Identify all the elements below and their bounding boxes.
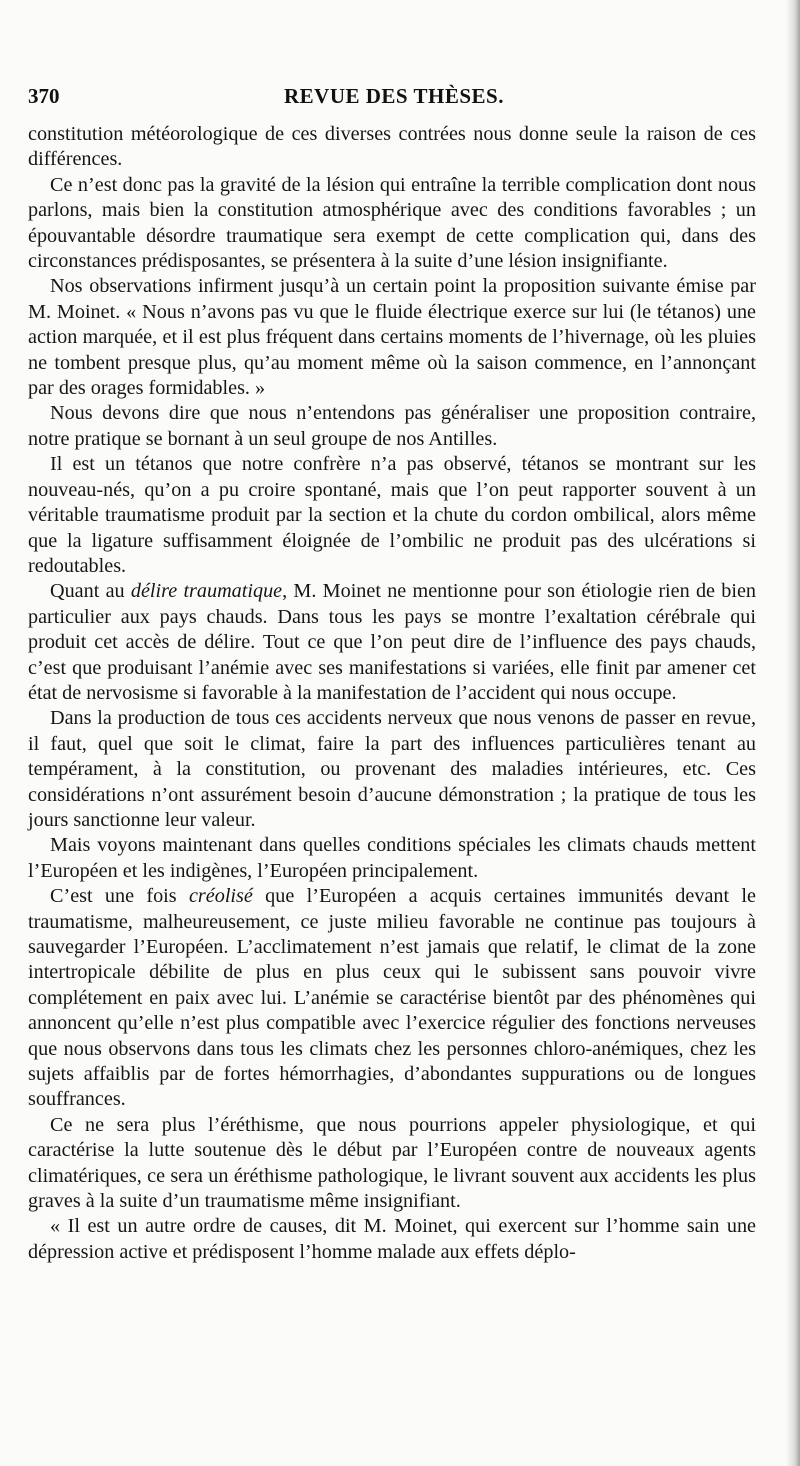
paragraph-text: Nos observations infirment jusqu’à un certain point la proposition suivante émise par M. Moinet. « Nous n’avons pas vu que le fluide électrique exerce sur lui (le tétanos) une action marquée, et il est plus fréquent dans certains moments de l’hivernage, où les pluies ne tombent presque plus, qu’au moment même où la saison commence, en l’annonçant par des orages formidables. »: [28, 275, 756, 400]
paragraph: [28, 122, 756, 173]
paragraph: [28, 401, 756, 452]
paragraph: [28, 579, 756, 706]
running-title: REVUE DES THÈSES.: [284, 84, 504, 108]
paragraph-text: constitution météorologique de ces diverses contrées nous donne seule la raison de ces différences.: [28, 123, 756, 171]
body-text: [28, 122, 756, 1265]
paragraph-text: « Il est un autre ordre de causes, dit M. Moinet, qui exercent sur l’homme sain une dépression active et prédisposent l’homme malade aux effets déplo-: [28, 1215, 756, 1263]
paragraph: [28, 1113, 756, 1215]
paragraph: [28, 173, 756, 275]
paragraph: [28, 274, 756, 401]
paragraph-text: Dans la production de tous ces accidents nerveux que nous venons de passer en revue, il faut, quel que soit le climat, faire la part des influences particulières tenant au tempérament, à la constitution, ou provenant des maladies intérieures, etc. Ces considérations n’ont assurément besoin d’aucune démonstration ; la pratique de tous les jours sanctionne leur valeur.: [28, 707, 756, 831]
paragraph-text: Ce n’est donc pas la gravité de la lésion qui entraîne la terrible complication dont nous parlons, mais bien la constitution atmosphérique avec des conditions favorables ; un épouvantable désordre traumatique sera exempt de cette complication qui, dans des circonstances prédisposantes, se présentera à la suite d’une lésion insignifiante.: [28, 173, 756, 273]
paragraph-text: Il est un tétanos que notre confrère n’a pas observé, tétanos se montrant sur les nouveau-nés, qu’on a pu croire spontané, mais que l’on peut rapporter souvent à un véritable traumatisme produit par la section et la chute du cordon ombilical, alors même que la ligature suffisamment éloignée de l’ombilic ne produit pas des ulcérations si redoutables.: [28, 453, 756, 577]
paragraph: [28, 452, 756, 579]
paragraph: [28, 884, 756, 1113]
paragraph-text: Ce ne sera plus l’éréthisme, que nous pourrions appeler physiologique, et qui caractérise la lutte soutenue dès le début par l’Européen contre de nouveaux agents climatériques, ce sera un éréthisme pathologique, le livrant souvent aux accidents les plus graves à la suite d’un traumatisme même insignifiant.: [28, 1113, 756, 1213]
paragraph: [28, 833, 756, 884]
page-edge-shadow: [786, 0, 800, 1466]
paragraph: [28, 706, 756, 833]
paragraph: [28, 1214, 756, 1265]
italic-term: créolisé: [188, 885, 253, 908]
paragraph-text: Nous devons dire que nous n’entendons pas généraliser une proposition contraire, notre pratique se bornant à un seul groupe de nos Antilles.: [28, 402, 756, 450]
paragraph-text: Mais voyons maintenant dans quelles conditions spéciales les climats chauds mettent l’Européen et les indigènes, l’Européen principalement.: [28, 834, 756, 882]
paragraph-text: que l’Européen a acquis certaines immunités devant le traumatisme, malheureusement, ce juste milieu favorable ne continue pas toujours à sauvegarder l’Européen. L’acclimatement n’est jamais que relatif, le climat de la zone intertropicale débilite de plus en plus ceux qui le subissent sans pouvoir vivre complétement en paix avec lui. L’anémie se caractérise bientôt par des phénomènes qui annoncent qu’elle n’est plus compatible avec l’exercice régulier des fonctions nerveuses que nous observons dans tous les climats chez les personnes chloro-anémiques, chez les sujets affaiblis par de fortes hémorrhagies, d’abondantes suppurations ou de longues souffrances.: [28, 885, 756, 1111]
page-number: 370: [28, 84, 60, 108]
paragraph-text: , M. Moinet ne mentionne pour son étiologie rien de bien particulier aux pays chauds. Dans tous les pays se montre l’exaltation cérébrale qui produit cet accès de délire. Tout ce que l’on peut dire de l’influence des pays chauds, c’est que produisant l’anémie avec ses manifestations si variées, elle finit par amener cet état de nervosisme si favorable à la manifestation de l’accident qui nous occupe.: [28, 580, 757, 704]
italic-term: délire traumatique: [130, 580, 283, 603]
paragraph-text: C’est une fois: [50, 885, 189, 908]
paragraph-text: Quant au: [50, 580, 131, 603]
page-header: [28, 84, 768, 114]
